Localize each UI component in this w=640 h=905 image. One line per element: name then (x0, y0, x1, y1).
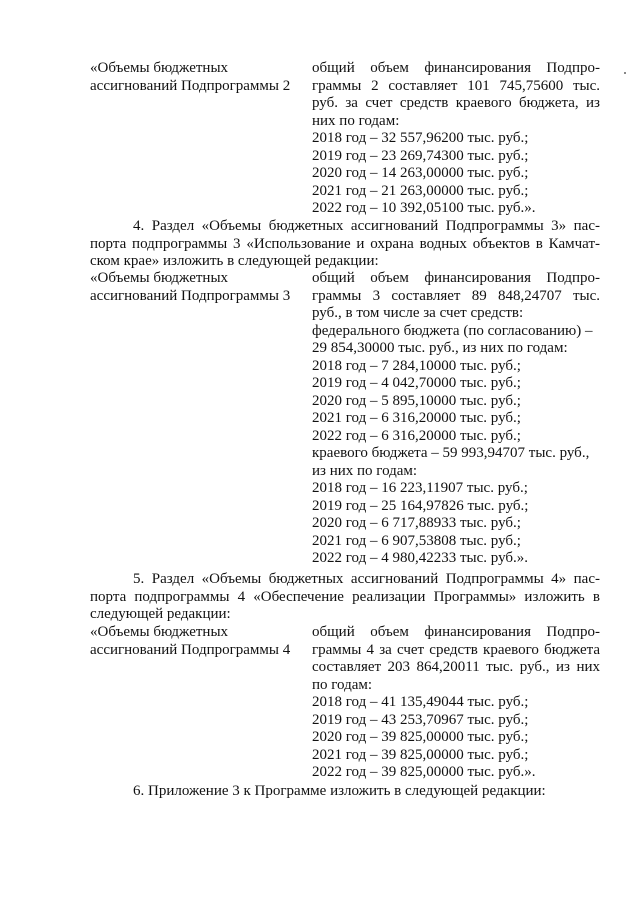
federal-year-2022: 2022 год – 6 316,20000 тыс. руб.; (312, 427, 521, 444)
funding-line: граммы 2 составляет 101 745,75600 тыс. (312, 77, 600, 94)
federal-year-2020: 2020 год – 5 895,10000 тыс. руб.; (312, 392, 521, 409)
funding-year-2021: 2021 год – 39 825,00000 тыс. руб.; (312, 746, 529, 763)
subprogram-2-label (90, 60, 302, 95)
funding-line: составляет 203 864,20011 тыс. руб., из них (312, 659, 600, 675)
label-line: ассигнований Подпрограммы 2 (90, 77, 291, 94)
paragraph-line: порта подпрограммы 3 «Использование и охрана водных объектов в Камчат- (90, 235, 600, 252)
subprogram-4-funding (312, 624, 600, 782)
regional-year-2022: 2022 год – 4 980,42233 тыс. руб.». (312, 550, 529, 566)
funding-line: из них по годам: (312, 462, 418, 479)
paragraph-5 (90, 571, 600, 624)
subprogram-4-label (90, 624, 302, 659)
funding-line: общий объем финансирования Подпро- (312, 270, 600, 286)
funding-line: руб., в том числе за счет средств: (312, 305, 524, 321)
subprogram-2-funding (312, 60, 600, 218)
paragraph-line: 5. Раздел «Объемы бюджетных ассигнований Подпрограммы 4» пас- (133, 571, 600, 587)
funding-year-2020: 2020 год – 14 263,00000 тыс. руб.; (312, 165, 529, 181)
funding-year-2022: 2022 год – 10 392,05100 тыс. руб.». (312, 200, 536, 216)
funding-line: 29 854,30000 тыс. руб., из них по годам: (312, 340, 568, 356)
funding-line: граммы 4 за счет средств краевого бюджета (312, 641, 600, 658)
label-line: ассигнований Подпрограммы 3 (90, 287, 291, 304)
funding-year-2019: 2019 год – 23 269,74300 тыс. руб.; (312, 147, 529, 164)
scan-speck (624, 72, 626, 74)
funding-year-2018: 2018 год – 41 135,49044 тыс. руб.; (312, 694, 529, 710)
funding-line: них по годам: (312, 112, 400, 129)
regional-year-2019: 2019 год – 25 164,97826 тыс. руб.; (312, 497, 529, 514)
regional-year-2020: 2020 год – 6 717,88933 тыс. руб.; (312, 515, 521, 531)
paragraph-line: порта подпрограммы 4 «Обеспечение реализации Программы» изложить в (90, 588, 600, 605)
paragraph-line: следующей редакции: (90, 606, 231, 622)
label-line: «Объемы бюджетных (90, 60, 229, 76)
funding-line: краевого бюджета – 59 993,94707 тыс. руб., (312, 445, 590, 461)
funding-year-2019: 2019 год – 43 253,70967 тыс. руб.; (312, 711, 529, 728)
paragraph-6 (90, 783, 600, 801)
federal-year-2018: 2018 год – 7 284,10000 тыс. руб.; (312, 357, 521, 374)
funding-line: граммы 3 составляет 89 848,24707 тыс. (312, 287, 600, 304)
funding-line: общий объем финансирования Подпро- (312, 60, 600, 76)
regional-year-2018: 2018 год – 16 223,11907 тыс. руб.; (312, 480, 528, 496)
federal-year-2019: 2019 год – 4 042,70000 тыс. руб.; (312, 375, 521, 391)
paragraph-line: 4. Раздел «Объемы бюджетных ассигнований Подпрограммы 3» пас- (133, 218, 600, 234)
subprogram-3-funding (312, 270, 600, 568)
funding-line: федерального бюджета (по согласованию) – (312, 322, 593, 339)
paragraph-line: ском крае» изложить в следующей редакции: (90, 253, 379, 269)
label-line: ассигнований Подпрограммы 4 (90, 641, 291, 658)
subprogram-3-label (90, 270, 302, 305)
funding-year-2020: 2020 год – 39 825,00000 тыс. руб.; (312, 729, 529, 745)
funding-year-2018: 2018 год – 32 557,96200 тыс. руб.; (312, 130, 529, 146)
label-line: «Объемы бюджетных (90, 624, 229, 640)
funding-line: общий объем финансирования Подпро- (312, 624, 600, 640)
paragraph-4 (90, 218, 600, 271)
label-line: «Объемы бюджетных (90, 270, 229, 286)
funding-line: по годам: (312, 676, 373, 693)
regional-year-2021: 2021 год – 6 907,53808 тыс. руб.; (312, 532, 521, 549)
paragraph-line: 6. Приложение 3 к Программе изложить в следующей редакции: (133, 783, 546, 799)
funding-year-2021: 2021 год – 21 263,00000 тыс. руб.; (312, 182, 529, 199)
federal-year-2021: 2021 год – 6 316,20000 тыс. руб.; (312, 410, 521, 426)
funding-year-2022: 2022 год – 39 825,00000 тыс. руб.». (312, 764, 536, 780)
funding-line: руб. за счет средств краевого бюджета, из (312, 95, 600, 111)
